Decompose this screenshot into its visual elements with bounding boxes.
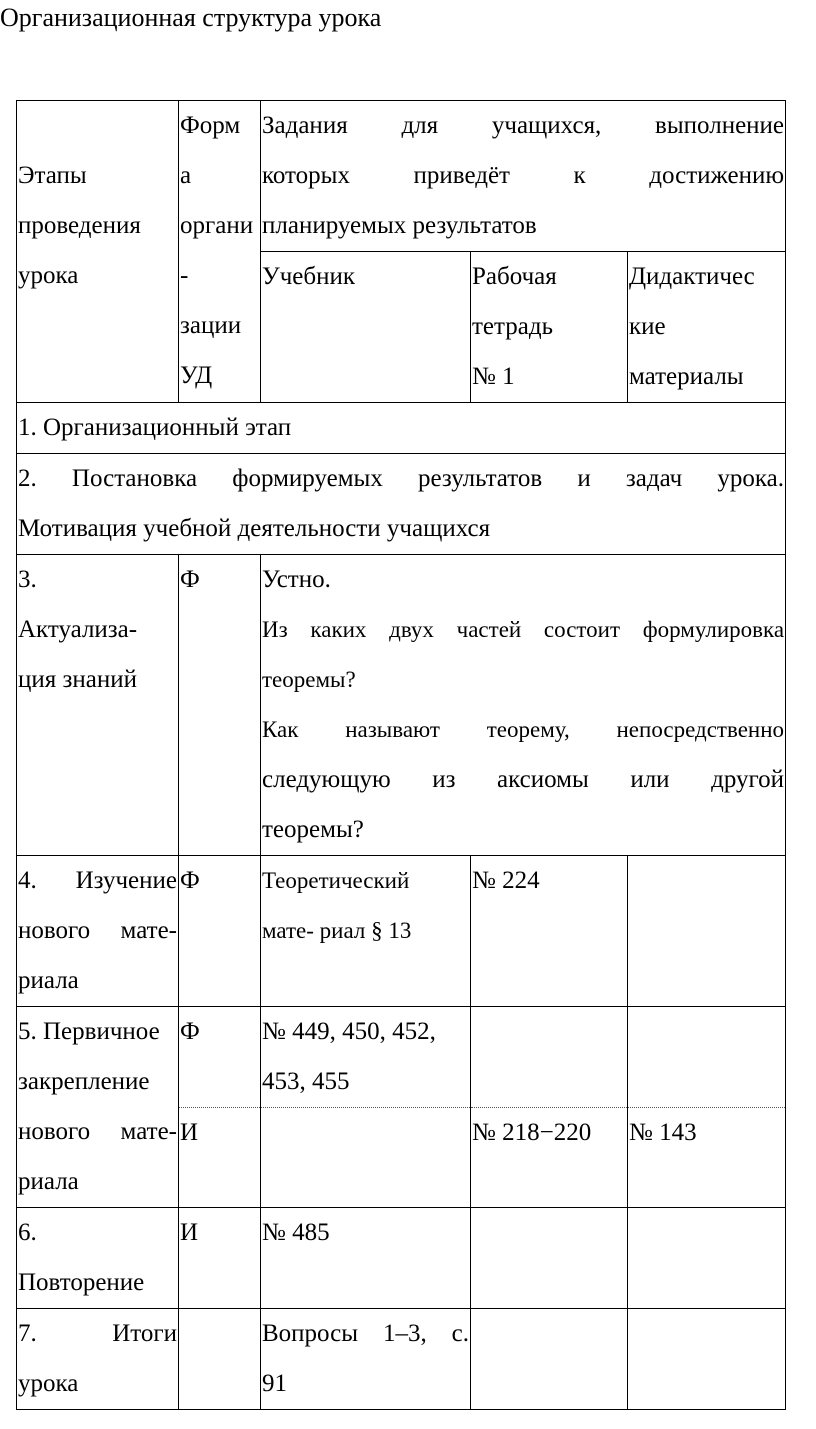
header-tasks-cell: [261, 101, 786, 252]
stage-5-line: риала: [18, 1168, 79, 1195]
header-form-line: органи: [180, 212, 254, 239]
stage-2-line: Мотивация учебной деятельности учащихся: [18, 515, 491, 542]
stage-4-textbook-line: мате- риал § 13: [262, 918, 412, 943]
stage-7-cell: [17, 1309, 179, 1410]
stage-5-workbook-b-cell: [471, 1108, 628, 1208]
stage-3-task-line: теоремы?: [262, 816, 364, 843]
header-stages-cell: [17, 101, 179, 403]
stage-3-task-line: Устно.: [262, 566, 331, 593]
table-row: [17, 555, 786, 856]
stage-6-cell: [17, 1208, 179, 1309]
stage-4-didactic-cell: [628, 856, 786, 1007]
table-row: [17, 1309, 786, 1410]
stage-4-form-cell: [179, 856, 261, 1007]
page-title: Организационная структура урока: [0, 3, 382, 32]
stage-5-didactic-a-cell: [628, 1007, 786, 1108]
table-row: [17, 856, 786, 1007]
stage-4-line: 4. Изучение: [18, 867, 177, 894]
header-form-line: а: [180, 162, 192, 189]
stage-5-textbook-a-cell: [261, 1007, 471, 1108]
stage-3-line: Актуализа-: [18, 616, 138, 643]
header-tasks-line: которых приведёт к достижению: [262, 162, 785, 189]
stage-5-form-a-cell: [179, 1007, 261, 1108]
header-workbook-line: № 1: [472, 363, 515, 390]
stage-5-form-a: Ф: [180, 1018, 200, 1045]
table-row: [17, 1007, 786, 1108]
header-workbook-cell: [471, 252, 628, 403]
stage-7-workbook-cell: [471, 1309, 628, 1410]
stage-4-cell: [17, 856, 179, 1007]
stage-5-line: нового мате-: [18, 1118, 177, 1145]
header-workbook-line: Рабочая: [472, 263, 557, 290]
header-tasks-line: планируемых результатов: [262, 212, 537, 239]
stage-7-line: урока: [18, 1370, 79, 1397]
stage-2-cell: [17, 454, 786, 555]
stage-7-textbook-cell: [261, 1309, 471, 1410]
table-row: [17, 1208, 786, 1309]
stage-3-task-line: теоремы?: [262, 667, 356, 692]
stage-3-cell: [17, 555, 179, 856]
stage-5-form-b-cell: [179, 1108, 261, 1208]
stage-6-textbook: № 485: [262, 1219, 330, 1246]
stage-3-line: 3.: [18, 566, 37, 593]
stage-5-form-b: И: [180, 1119, 199, 1146]
stage-5-textbook-a-line: 453, 455: [262, 1068, 350, 1095]
stage-5-workbook-b: № 218−220: [472, 1119, 592, 1146]
header-didactic-line: кие: [629, 313, 666, 340]
stage-6-line: Повторение: [18, 1269, 145, 1296]
stage-4-textbook-line: Теоретический: [262, 868, 410, 893]
stage-3-form-cell: [179, 555, 261, 856]
stage-5-textbook-b-cell: [261, 1108, 471, 1208]
stage-7-line: 7. Итоги: [18, 1320, 177, 1347]
stage-5-workbook-a-cell: [471, 1007, 628, 1108]
table-row: [17, 403, 786, 454]
stage-6-workbook-cell: [471, 1208, 628, 1309]
header-form-line: зации: [180, 312, 242, 339]
header-didactic-line: Дидактичес: [629, 263, 755, 290]
header-stages-line: Этапы: [18, 162, 87, 189]
stage-6-didactic-cell: [628, 1208, 786, 1309]
stage-3-task-line: Как называют теорему, непосредственно: [262, 717, 785, 742]
header-textbook: Учебник: [262, 263, 355, 290]
stage-5-line: 5. Первичное: [18, 1018, 160, 1045]
header-didactic-cell: [628, 252, 786, 403]
stage-5-cell: [17, 1007, 179, 1208]
stage-3-task-line: Из каких двух частей состоит формулировка: [262, 617, 785, 642]
stage-6-form: И: [180, 1219, 199, 1246]
stage-1-label: 1. Организационный этап: [18, 414, 292, 441]
stage-3-line: ция знаний: [18, 666, 137, 693]
stage-5-textbook-a-line: № 449, 450, 452,: [262, 1018, 436, 1045]
stage-7-textbook-line: 91: [262, 1370, 287, 1397]
stage-6-textbook-cell: [261, 1208, 471, 1309]
header-stages-line: урока: [18, 262, 79, 289]
stage-4-textbook-cell: [261, 856, 471, 1007]
header-form-line: Форм: [180, 112, 241, 139]
stage-6-line: 6.: [18, 1219, 37, 1246]
header-tasks-line: Задания для учащихся, выполнение: [262, 112, 785, 139]
stage-3-form: Ф: [180, 566, 200, 593]
stage-4-line: нового мате-: [18, 917, 177, 944]
stage-7-didactic-cell: [628, 1309, 786, 1410]
header-row: [17, 101, 786, 252]
stage-3-tasks-cell: [261, 555, 786, 856]
stage-4-line: риала: [18, 967, 79, 994]
stage-5-didactic-b: № 143: [629, 1119, 697, 1146]
table-row: [17, 454, 786, 555]
stage-4-workbook-cell: [471, 856, 628, 1007]
stage-7-textbook-line: Вопросы 1–3, с.: [262, 1320, 469, 1347]
stage-5-line: закрепление: [18, 1068, 150, 1095]
header-form-line: -: [180, 262, 189, 289]
stage-3-task-line: следующую из аксиомы или другой: [262, 766, 785, 793]
lesson-structure-table: [16, 100, 786, 1410]
stage-7-form-cell: [179, 1309, 261, 1410]
header-form-line: УД: [180, 362, 213, 389]
stage-6-form-cell: [179, 1208, 261, 1309]
header-didactic-line: материалы: [629, 363, 744, 390]
stage-5-didactic-b-cell: [628, 1108, 786, 1208]
header-form-cell: [179, 101, 261, 403]
stage-2-line: 2. Постановка формируемых результатов и задач урока.: [18, 465, 785, 492]
stage-4-form: Ф: [180, 867, 200, 894]
stage-4-workbook: № 224: [472, 867, 540, 894]
header-workbook-line: тетрадь: [472, 313, 553, 340]
stage-1-cell: [17, 403, 786, 454]
header-textbook-cell: [261, 252, 471, 403]
header-stages-line: проведения: [18, 212, 141, 239]
